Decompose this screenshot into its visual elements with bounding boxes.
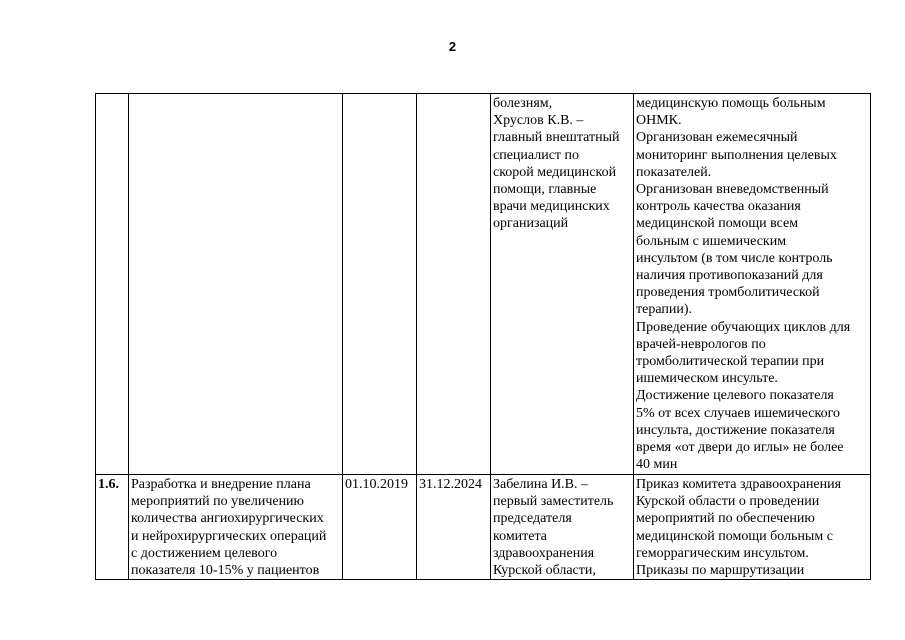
cell-start-date <box>343 94 417 475</box>
page-number: 2 <box>448 39 457 54</box>
measure-line: Разработка и внедрение плана <box>131 477 311 492</box>
result-line: мониторинг выполнения целевых <box>636 147 837 163</box>
plan-table <box>95 93 871 580</box>
result-line: геморрагическим инсультом. <box>636 545 809 561</box>
table-row-continuation <box>96 94 871 475</box>
result-line: время «от двери до иглы» не более <box>636 440 844 456</box>
table-row-1-6 <box>96 475 871 580</box>
cell-result <box>634 94 871 475</box>
result-line: врачей-неврологов по <box>636 336 766 352</box>
responsible-line: скорой медицинской <box>493 164 617 180</box>
responsible-line: врачи медицинских <box>493 199 610 215</box>
responsible-line: болезням, <box>493 96 553 111</box>
result-line: Приказ комитета здравоохранения <box>636 477 842 492</box>
cell-measure-name <box>129 475 343 580</box>
cell-measure-name <box>129 94 343 475</box>
result-line: наличия противопоказаний для <box>636 268 823 284</box>
end-date: 31.12.2024 <box>419 477 482 492</box>
cell-responsible <box>491 94 634 475</box>
responsible-line: Забелина И.В. – <box>493 477 589 492</box>
result-line: Организован вневедомственный <box>636 182 829 198</box>
responsible-line: помощи, главные <box>493 182 597 198</box>
result-line: тромболитической терапии при <box>636 354 825 370</box>
result-line: Курской области о проведении <box>636 494 820 510</box>
cell-start-date <box>343 475 417 580</box>
responsible-line: здравоохранения <box>493 545 595 561</box>
cell-number <box>96 475 129 580</box>
result-line: больным с ишемическим <box>636 233 787 249</box>
responsible-line: главный внештатный <box>493 130 620 146</box>
cell-responsible <box>491 475 634 580</box>
cell-result <box>634 475 871 580</box>
result-line: показателей. <box>636 164 712 180</box>
result-line: инсультом (в том числе контроль <box>636 250 833 266</box>
result-line: Приказы по маршрутизации <box>636 563 805 579</box>
responsible-line: Хруслов К.В. – <box>493 113 584 129</box>
result-line: 5% от всех случаев ишемического <box>636 405 840 421</box>
measure-line: мероприятий по увеличению <box>131 494 305 510</box>
result-line: ОНМК. <box>636 113 682 129</box>
result-line: Организован ежемесячный <box>636 130 798 146</box>
result-line: 40 мин <box>636 457 678 473</box>
result-line: Проведение обучающих циклов для <box>636 319 851 335</box>
result-line: инсульта, достижение показателя <box>636 422 835 438</box>
cell-end-date <box>417 94 491 475</box>
result-line: медицинскую помощь больным <box>636 96 826 111</box>
result-line: медицинской помощи всем <box>636 216 799 232</box>
result-line: Достижение целевого показателя <box>636 388 834 404</box>
result-line: проведения тромболитической <box>636 285 820 301</box>
responsible-line: организаций <box>493 216 569 232</box>
measure-line: количества ангиохирургических <box>131 511 324 527</box>
result-line: контроль качества оказания <box>636 199 801 215</box>
result-line: мероприятий по обеспечению <box>636 511 815 527</box>
measure-line: и нейрохирургических операций <box>131 528 327 544</box>
result-line: ишемическом инсульте. <box>636 371 778 387</box>
start-date: 01.10.2019 <box>345 477 408 492</box>
responsible-line: первый заместитель <box>493 494 614 510</box>
result-line: медицинской помощи больным с <box>636 528 833 544</box>
cell-number <box>96 94 129 475</box>
measure-line: с достижением целевого <box>131 545 278 561</box>
responsible-line: Курской области, <box>493 563 596 579</box>
result-line: терапии). <box>636 302 692 318</box>
responsible-line: комитета <box>493 528 548 544</box>
item-number: 1.6. <box>98 477 119 492</box>
cell-end-date <box>417 475 491 580</box>
responsible-line: специалист по <box>493 147 580 163</box>
measure-line: показателя 10-15% у пациентов <box>131 563 320 579</box>
responsible-line: председателя <box>493 511 572 527</box>
